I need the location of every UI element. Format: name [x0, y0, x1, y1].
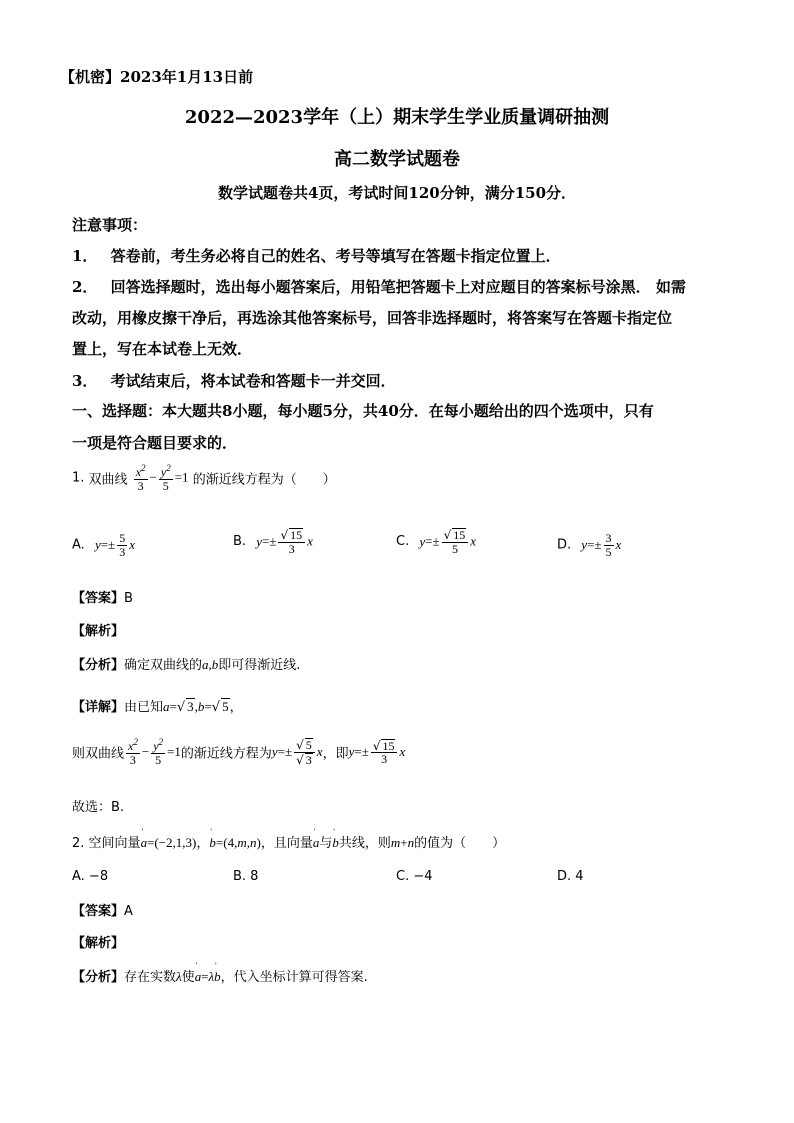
notice-heading: 注意事项： — [72, 216, 148, 234]
q2-fenxi-pre: 存在实数 — [124, 970, 177, 985]
q1-detail-tag: 【详解】 — [72, 700, 125, 715]
q2-fenxi-tag: 【分析】 — [72, 970, 125, 985]
notice-item-2-line1: 回答选择题时，选出每小题答案后，用铅笔把答题卡上对应题目的答案标号涂黑． 如需 — [110, 278, 686, 296]
q1-detail-post: ， — [229, 700, 243, 715]
q1-option-d: D. y=± $\frac{3}{5}$ x — [557, 531, 622, 559]
q1-analysis-tag: 【解析】 — [72, 624, 125, 639]
q1-num: 1. — [72, 470, 85, 486]
q1-option-d-label: D. — [557, 537, 572, 553]
notice-item-1 — [72, 245, 561, 266]
notice-item-3-num: 3． — [72, 372, 98, 390]
q1-equation: $\frac{x^2}{3}$ − $\frac{y^2}{5}$ =1 — [135, 463, 189, 493]
q2-analysis-tag: 【解析】 — [72, 936, 125, 951]
q1-answer-value: B — [124, 591, 133, 606]
q1-option-c: C. y=± $\frac{√ 15}{5}$ x — [396, 528, 477, 556]
q2-answer-tag: 【答案】 — [72, 904, 125, 919]
q2-fenxi-post: ，代入坐标计算可得答案. — [220, 970, 368, 985]
q2-num: 2. — [72, 836, 85, 851]
q2-answer-value: A — [124, 904, 133, 919]
secret-tag: 【机密】 — [60, 68, 121, 86]
q1-stem — [72, 464, 336, 492]
q2-text4: 与 — [319, 836, 333, 851]
notice-item-1-text: 答卷前，考生务必将自己的姓名、考号等填写在答题卡指定位置上． — [110, 247, 561, 265]
q1-then-mid2: ，即 — [322, 746, 349, 762]
q1-fenxi: 【分析】确定双曲线的a,b即可得渐近线. — [72, 657, 301, 673]
q1-choose: 故选：B. — [72, 800, 125, 815]
q1-then-mid: 的渐近线方程为 — [180, 746, 272, 762]
q1-option-c-label: C. — [396, 534, 410, 550]
exam-title: 2022—2023学年（上）期末学生学业质量调研抽测 — [184, 107, 610, 128]
q1-fenxi-post: 即可得渐近线. — [218, 658, 301, 673]
q2-fenxi: 【分析】存在实数λ使' a=λ' b，代入坐标计算可得答案. — [72, 966, 368, 985]
q2-fenxi-mid: 使 — [181, 970, 195, 985]
section1-line2: 一项是符合题目要求的． — [72, 434, 238, 452]
q1-suffix: 的渐近线方程为（ ） — [192, 472, 336, 488]
confidential-line — [60, 66, 253, 87]
q2-text1: 空间向量 — [88, 836, 141, 851]
q1-detail-pre: 由已知 — [124, 700, 164, 715]
q1-answer — [72, 587, 133, 606]
q1-answer-tag: 【答案】 — [72, 591, 125, 606]
q2-option-b: B. 8 — [233, 869, 259, 884]
q1-option-b-label: B. — [233, 534, 247, 550]
notice-item-2-line3: 置上，写在本试卷上无效． — [72, 340, 253, 358]
q2-text5: 共线，则 — [338, 836, 391, 851]
q2-text2: ， — [196, 836, 210, 851]
q1-detail: 【详解】由已知a=√ 3,b=√ 5， — [72, 699, 243, 715]
q1-prefix: 双曲线 — [88, 472, 128, 488]
q2-answer — [72, 900, 133, 919]
section1-line1: 一、选择题：本大题共8小题，每小题5分，共40分．在每小题给出的四个选项中，只有 — [72, 402, 654, 420]
q1-fenxi-pre: 确定双曲线的 — [124, 658, 203, 673]
q1-option-a: A. y=± $\frac{5}{3}$ x — [72, 531, 135, 559]
q1-option-b: B. y=± $\frac{√ 15}{3}$ x — [233, 528, 313, 556]
paper-title: 高二数学试题卷 — [334, 149, 460, 170]
q1-then: 则双曲线 $\frac{x^2}{3}$ − $\frac{y^2}{5}$ =1的渐近线方程为y=± $\frac{√ 5}{√ 3}$ x，即y=± $\frac{√ 15}{3}$ x — [72, 737, 406, 767]
q2-option-a: A. −8 — [72, 869, 109, 884]
q2-text3: ，且向量 — [260, 836, 313, 851]
q2-option-c: C. −4 — [396, 869, 433, 884]
exam-info: 数学试题卷共4页，考试时间120分钟，满分150分． — [217, 184, 577, 202]
q2-option-d: D. 4 — [557, 869, 584, 884]
notice-item-2 — [72, 276, 686, 297]
q1-then-pre: 则双曲线 — [72, 746, 125, 762]
date-text: 2023年1月13日前 — [120, 68, 254, 86]
notice-item-3 — [72, 370, 396, 391]
notice-item-2-num: 2． — [72, 278, 98, 296]
q1-fenxi-tag: 【分析】 — [72, 658, 125, 673]
q2-text6: 的值为（ ） — [414, 836, 506, 851]
notice-item-3-text: 考试结束后，将本试卷和答题卡一并交回． — [110, 372, 396, 390]
q2-stem: 2. 空间向量' a=(−2,1,3)，' b=(4,m,n)，且向量' a与' b共线，则m+n的值为（ ） — [72, 832, 505, 851]
notice-item-2-line2: 改动，用橡皮擦干净后，再选涂其他答案标号，回答非选择题时，将答案写在答题卡指定位 — [72, 309, 673, 327]
q1-option-a-label: A. — [72, 537, 85, 553]
notice-item-1-num: 1． — [72, 247, 98, 265]
